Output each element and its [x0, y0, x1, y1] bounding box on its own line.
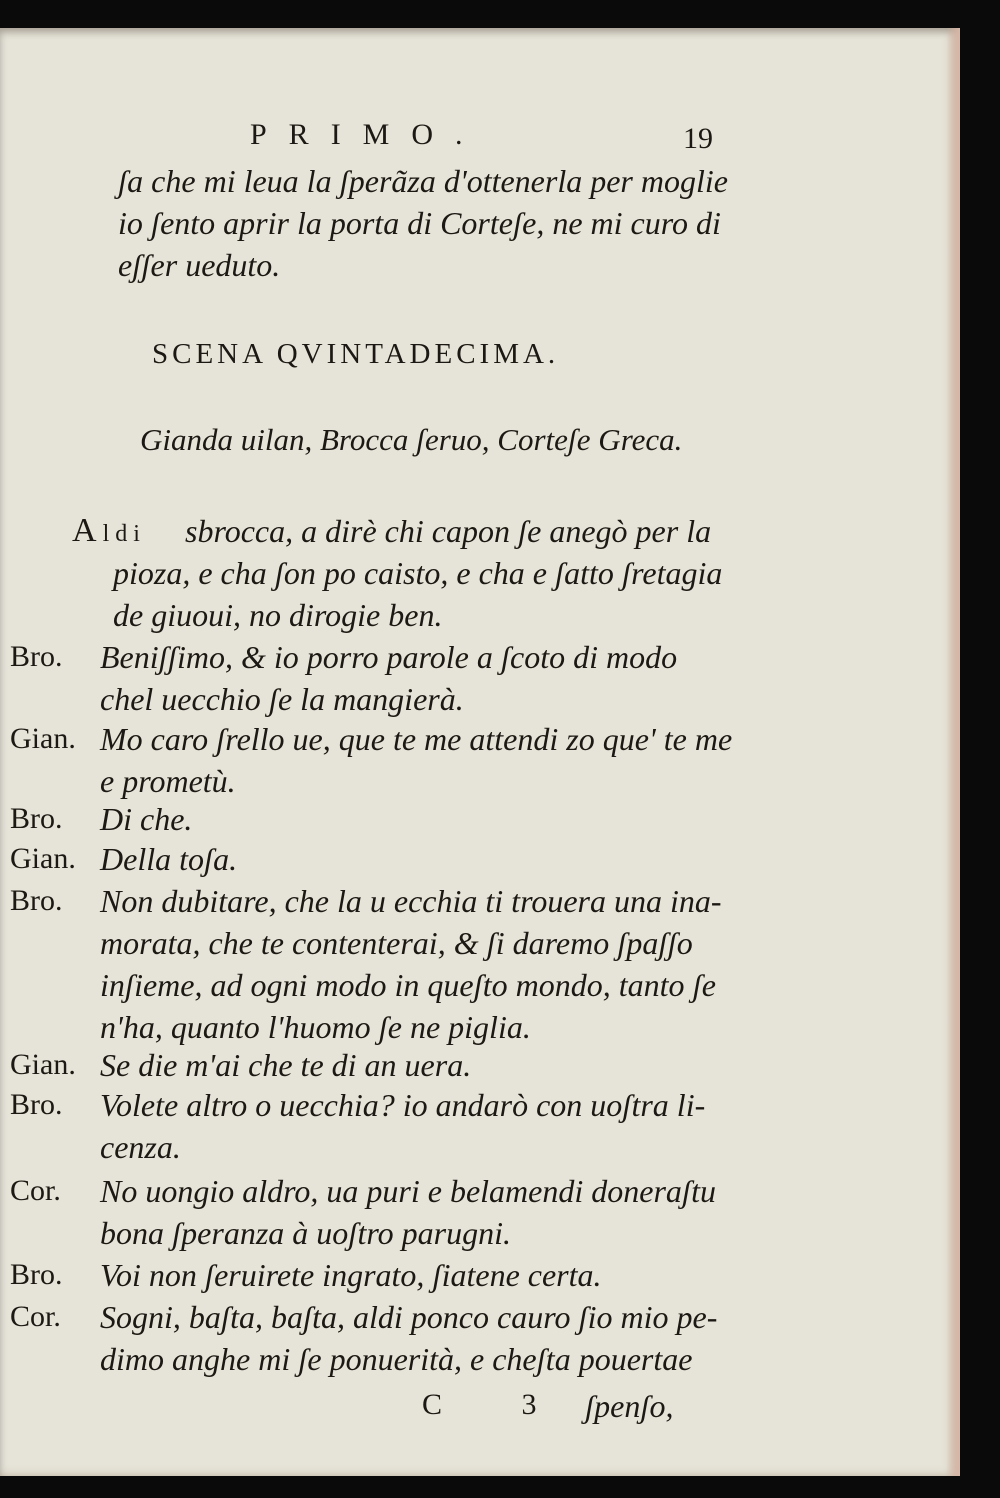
- page-number: 19: [683, 122, 713, 155]
- text-line: cenza.: [100, 1129, 181, 1165]
- text-line: Di che.: [100, 801, 193, 837]
- text-line: de giuoui, no dirogie ben.: [113, 597, 443, 633]
- running-head: PRIMO.: [250, 118, 485, 151]
- text-line: Della toʃa.: [100, 841, 238, 877]
- text-line: Non dubitare, che la u ecchia ti trouera una ina-: [100, 883, 722, 919]
- speaker-name: Gian.: [10, 842, 76, 875]
- speaker-name: Bro.: [10, 1088, 63, 1121]
- speaker-name: Cor.: [10, 1174, 61, 1207]
- text-line: Se die m'ai che te di an uera.: [100, 1047, 472, 1083]
- text-line: dimo anghe mi ʃe ponuerità, e cheʃta pouertae: [100, 1341, 693, 1377]
- text-line: Mo caro ʃrello ue, que te me attendi zo que' te me: [100, 721, 733, 757]
- text-line: chel uecchio ʃe la mangierà.: [100, 681, 464, 717]
- character-list: Gianda uilan, Brocca ʃeruo, Corteʃe Greca.: [140, 422, 683, 457]
- book-page: [0, 28, 960, 1476]
- text-line: Sogni, baʃta, baʃta, aldi ponco cauro ʃio mio pe-: [100, 1299, 718, 1335]
- speaker-name: Gian.: [10, 1048, 76, 1081]
- speaker-name: Bro.: [10, 1258, 63, 1291]
- speaker-name: Aldi: [72, 512, 146, 549]
- speaker-name: Gian.: [10, 722, 76, 755]
- page-header: [0, 112, 960, 162]
- text-line: pioza, e cha ʃon po caisto, e cha e ʃatto ʃretagia: [113, 555, 723, 591]
- text-line: e prometù.: [100, 763, 236, 799]
- speaker-name: Cor.: [10, 1300, 61, 1333]
- continued-speech: [118, 160, 728, 286]
- text-line: sbrocca, a dirè chi capon ʃe anegò per la: [185, 513, 712, 549]
- text-line: No uongio aldro, ua puri e belamendi doneraʃtu: [100, 1173, 716, 1209]
- speaker-name: Bro.: [10, 884, 63, 917]
- text-line: inʃieme, ad ogni modo in queʃto mondo, tanto ʃe: [100, 967, 716, 1003]
- text-line: bona ʃperanza à uoʃtro parugni.: [100, 1215, 511, 1251]
- page-footer: [0, 1384, 960, 1434]
- text-line: Beniʃʃimo, & io porro parole a ʃcoto di modo: [100, 639, 678, 675]
- text-line: morata, che te contenterai, & ʃi daremo ʃpaʃʃo: [100, 925, 693, 961]
- scene-heading: SCENA QVINTADECIMA.: [152, 338, 560, 370]
- text-line: io ʃento aprir la porta di Corteʃe, ne mi curo di: [118, 205, 721, 241]
- text-line: eʃʃer ueduto.: [118, 247, 281, 283]
- text-line: n'ha, quanto l'huomo ʃe ne piglia.: [100, 1009, 531, 1045]
- speaker-name: Bro.: [10, 802, 63, 835]
- text-line: Volete altro o uecchia? io andarò con uoʃtra li-: [100, 1087, 706, 1123]
- speaker-name: Bro.: [10, 640, 63, 673]
- text-line: ʃa che mi leua la ʃperãza d'ottenerla per moglie: [118, 163, 728, 199]
- catchword: ʃpenʃo,: [585, 1388, 674, 1424]
- signature-mark: C 3: [422, 1388, 573, 1421]
- text-line: Voi non ʃeruirete ingrato, ʃiatene certa.: [100, 1257, 602, 1293]
